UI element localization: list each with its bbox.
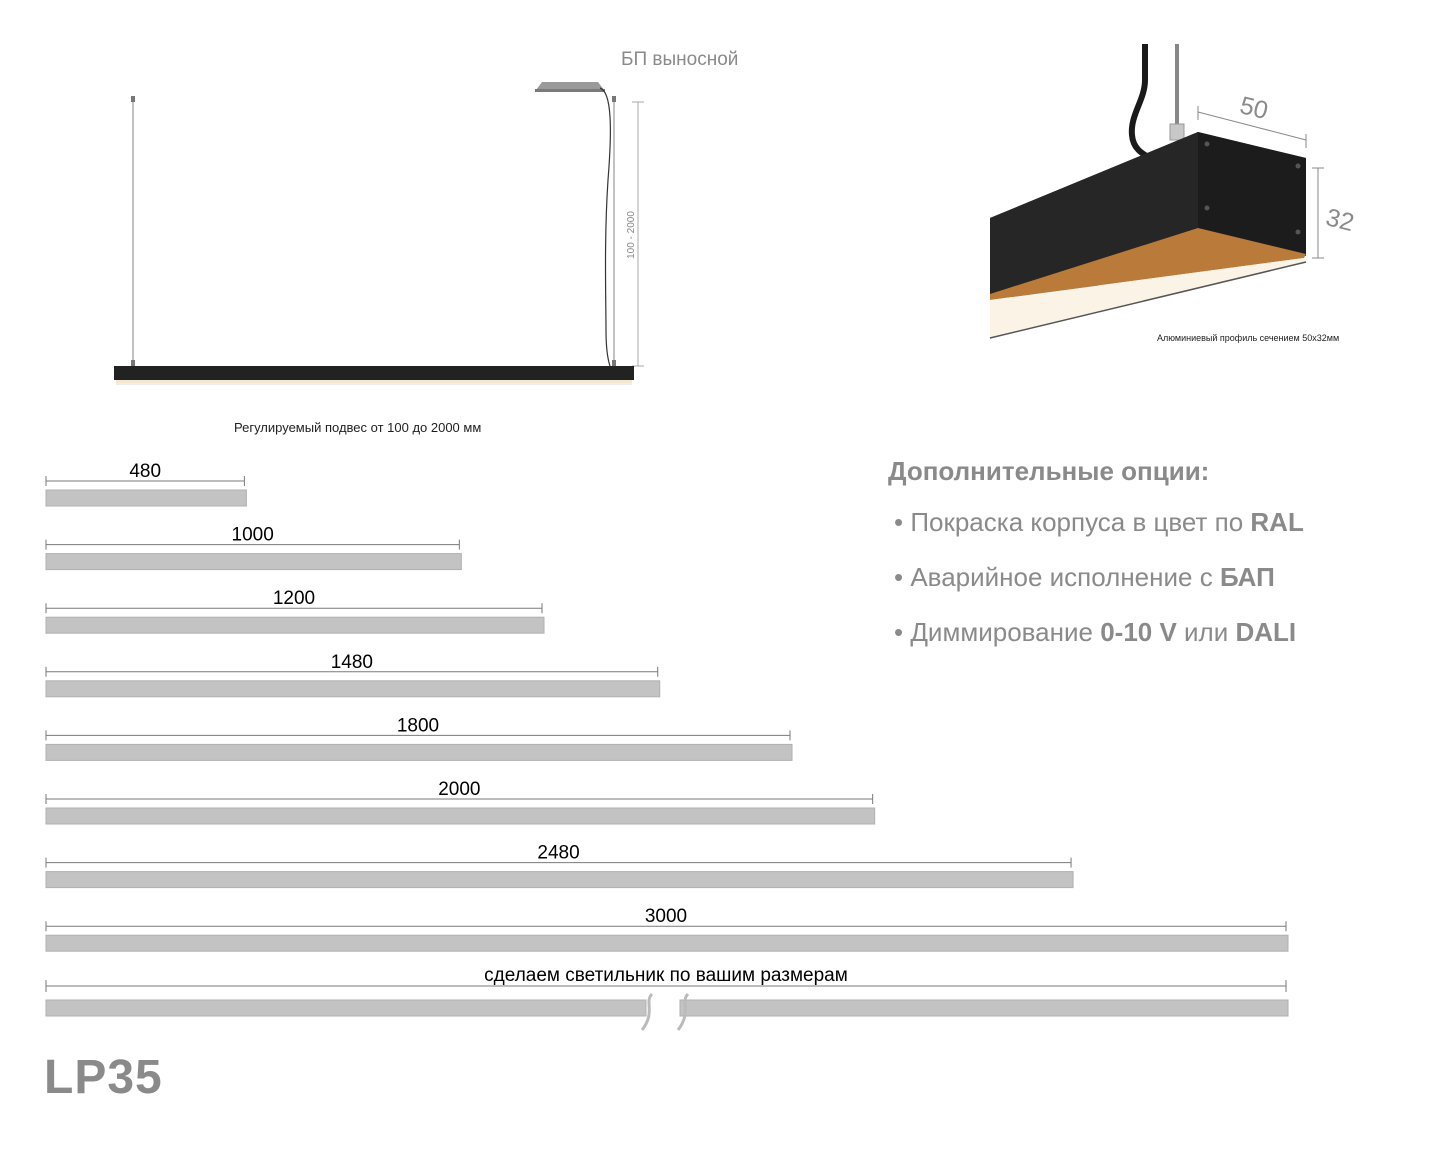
option-ral — [894, 507, 1304, 538]
length-bar — [46, 681, 660, 697]
custom-length-bar-left — [46, 1000, 646, 1016]
length-row — [46, 906, 1288, 951]
option-dimming-bold2: DALI — [1235, 617, 1297, 647]
option-dimming-or: или — [1176, 617, 1236, 647]
option-emergency-text: • Аварийное исполнение с — [894, 562, 1220, 592]
length-row — [46, 525, 461, 570]
option-emergency-bold: БАП — [1219, 562, 1275, 592]
length-row — [46, 461, 246, 506]
length-bar — [46, 808, 875, 824]
length-label: 2480 — [537, 842, 580, 864]
length-bar — [46, 554, 461, 570]
length-bar — [46, 872, 1073, 888]
length-bar — [46, 935, 1288, 951]
product-name: LP35 — [44, 1051, 163, 1104]
custom-length-label: сделаем светильник по вашим размерам — [484, 965, 848, 986]
option-emergency — [894, 562, 1275, 593]
length-label: 2000 — [438, 779, 481, 800]
length-row — [46, 588, 544, 633]
length-label: 3000 — [644, 906, 688, 928]
length-label: 1000 — [231, 524, 274, 546]
length-label: 1200 — [272, 588, 316, 610]
option-ral-bold: RAL — [1250, 507, 1304, 537]
option-dimming-text: • Диммирование — [894, 617, 1101, 647]
length-row — [46, 843, 1073, 888]
length-row — [46, 779, 875, 824]
length-label: 1480 — [330, 651, 374, 673]
length-bar — [46, 490, 246, 506]
custom-length-row — [46, 965, 1288, 1030]
profile-caption: Алюминиевый профиль сечением 50х32мм — [1157, 333, 1340, 343]
height-range-label: 100 - 2000 — [626, 211, 637, 259]
length-label: 1800 — [396, 715, 440, 737]
option-dimming — [894, 617, 1296, 648]
length-label: 480 — [129, 461, 162, 482]
option-ral-text: • Покраска корпуса в цвет по — [894, 507, 1251, 537]
profile-width-label: 50 — [1237, 91, 1271, 126]
length-bar — [46, 744, 792, 760]
length-bar — [46, 617, 544, 633]
options-title: Дополнительные опции: — [888, 456, 1210, 486]
custom-length-bar-right — [680, 1000, 1288, 1016]
option-dimming-bold: 0-10 V — [1100, 617, 1177, 647]
suspension-caption: Регулируемый подвес от 100 до 2000 мм — [234, 420, 482, 435]
profile-height-label: 32 — [1323, 203, 1357, 238]
psu-label: БП выносной — [621, 49, 739, 70]
length-row — [46, 652, 660, 697]
length-row — [46, 715, 792, 760]
